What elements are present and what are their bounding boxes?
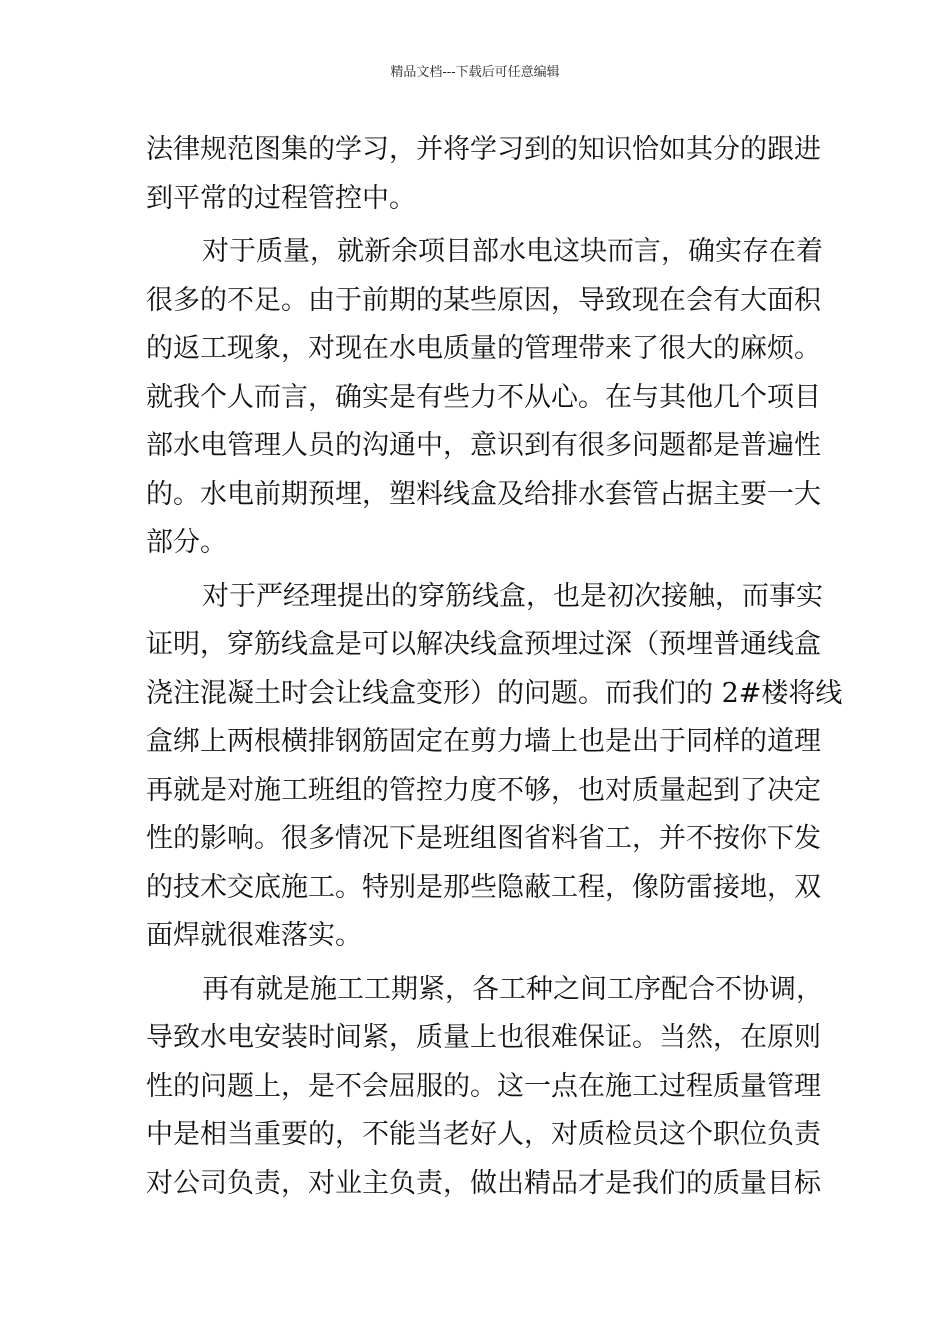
text-line: 很多的不足。由于前期的某些原因，导致现在会有大面积 — [146, 284, 821, 316]
text-line: 法律规范图集的学习，并将学习到的知识恰如其分的跟进 — [146, 134, 821, 165]
text-line: 证明，穿筋线盒是可以解决线盒预埋过深（预埋普通线盒 — [146, 629, 821, 660]
text-line: 部分。 — [146, 527, 227, 558]
text-line: 的。水电前期预埋，塑料线盒及给排水套管占据主要一大 — [146, 478, 821, 510]
text-line: 导致水电安装时间紧，质量上也很难保证。当然，在原则 — [146, 1022, 821, 1053]
text-line: 对公司负责，对业主负责，做出精品才是我们的质量目标 — [146, 1167, 821, 1199]
paragraph — [146, 126, 821, 223]
text-line: 浇注混凝土时会让线盒变形）的问题。而我们的 2#楼将线 — [146, 677, 843, 709]
text-line: 到平常的过程管控中。 — [146, 182, 416, 214]
text-line: 对于质量，就新余项目部水电这块而言，确实存在着 — [202, 236, 823, 267]
text-line: 面焊就很难落实。 — [146, 920, 362, 951]
text-line: 再就是对施工班组的管控力度不够，也对质量起到了决定 — [146, 774, 821, 806]
text-line: 就我个人而言，确实是有些力不从心。在与其他几个项目 — [146, 381, 821, 413]
text-line: 部水电管理人员的沟通中，意识到有很多问题都是普遍性 — [146, 430, 821, 461]
paragraph — [146, 228, 823, 568]
document-body — [146, 126, 843, 1208]
text-line: 盒绑上两根横排钢筋固定在剪力墙上也是出于同样的道理 — [146, 726, 821, 757]
paragraph — [146, 573, 843, 961]
text-line: 性的问题上，是不会屈服的。这一点在施工过程质量管理 — [146, 1070, 821, 1102]
text-line: 对于严经理提出的穿筋线盒，也是初次接触，而事实 — [202, 580, 823, 612]
text-line: 再有就是施工工期紧，各工种之间工序配合不协调， — [202, 973, 823, 1005]
text-line: 性的影响。很多情况下是班组图省料省工，并不按你下发 — [146, 823, 821, 854]
page-header: 精品文档---下载后可任意编辑 — [390, 65, 560, 80]
paragraph — [146, 966, 823, 1209]
text-line: 的返工现象，对现在水电质量的管理带来了很大的麻烦。 — [146, 333, 821, 364]
text-line: 的技术交底施工。特别是那些隐蔽工程，像防雷接地，双 — [146, 871, 821, 903]
text-line: 中是相当重要的，不能当老好人，对质检员这个职位负责 — [146, 1119, 821, 1150]
